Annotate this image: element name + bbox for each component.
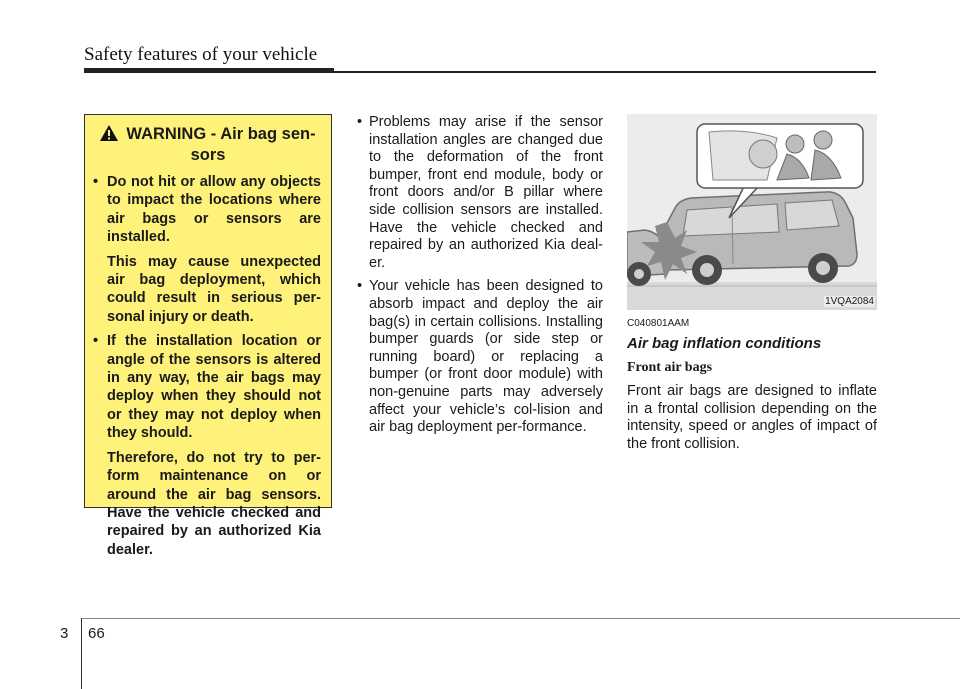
reference-code: C040801AAM (627, 318, 690, 329)
figure-code: 1VQA2084 (825, 296, 874, 307)
warning-item (93, 332, 321, 559)
collision-illustration-graphic (627, 114, 877, 310)
footer-rule (81, 618, 960, 619)
warning-heading-line2: sors (190, 146, 226, 164)
warning-heading-line1: WARNING - Air bag sen- (126, 125, 316, 143)
collision-illustration (627, 114, 877, 310)
warning-paragraph: This may cause unexpected air bag deployment, which could result in serious per-sonal injury or death. (107, 253, 321, 325)
header-rule-thin (334, 71, 876, 73)
warning-heading (85, 125, 331, 165)
warning-paragraph: • If the installation location or angle of the sensors is altered in any way, the air bags may deploy when they should not or they may not deploy when they should. (107, 333, 321, 442)
right-column (627, 114, 877, 453)
page-number: 66 (88, 625, 105, 642)
warning-paragraph: Therefore, do not try to per-form maintenance on or around the air bag sensors. Have the vehicle checked and repaired by an authorized Kia dealer. (107, 449, 321, 558)
page-header-title: Safety features of your vehicle (84, 44, 318, 65)
sub-title: Front air bags (627, 360, 713, 375)
warning-paragraph: • Do not hit or allow any objects to impact the locations where air bags or sensors are installed. (107, 174, 321, 246)
footer-divider (81, 618, 82, 689)
warning-item (93, 173, 321, 326)
bullet-item: • Problems may arise if the sensor installation angles are changed due to the deformation of the front bumper, front end module, body or front doors and/or B pillar where side collision sensors are installed. Have the vehicle checked and repaired by an authorized Kia deal-er. (355, 114, 603, 272)
bullet-item: • Your vehicle has been designed to absorb impact and deploy the air bag(s) in certain collisions. Installing bumper guards (or side step or running board) or replacing a bumper (or front door module) with non-genuine parts may adversely affect your vehicle’s col-lision and air bag deployment per-formance. (355, 278, 603, 436)
header-rule (84, 68, 334, 73)
warning-box (84, 114, 332, 558)
body-paragraph: Front air bags are designed to inflate in a frontal collision depending on the intensity, speed or angles of impact of the front collision. (627, 383, 877, 452)
chapter-number: 3 (60, 625, 69, 642)
section-title: Air bag inflation conditions (627, 335, 822, 352)
middle-column (355, 114, 603, 443)
warning-triangle-icon (100, 125, 118, 146)
